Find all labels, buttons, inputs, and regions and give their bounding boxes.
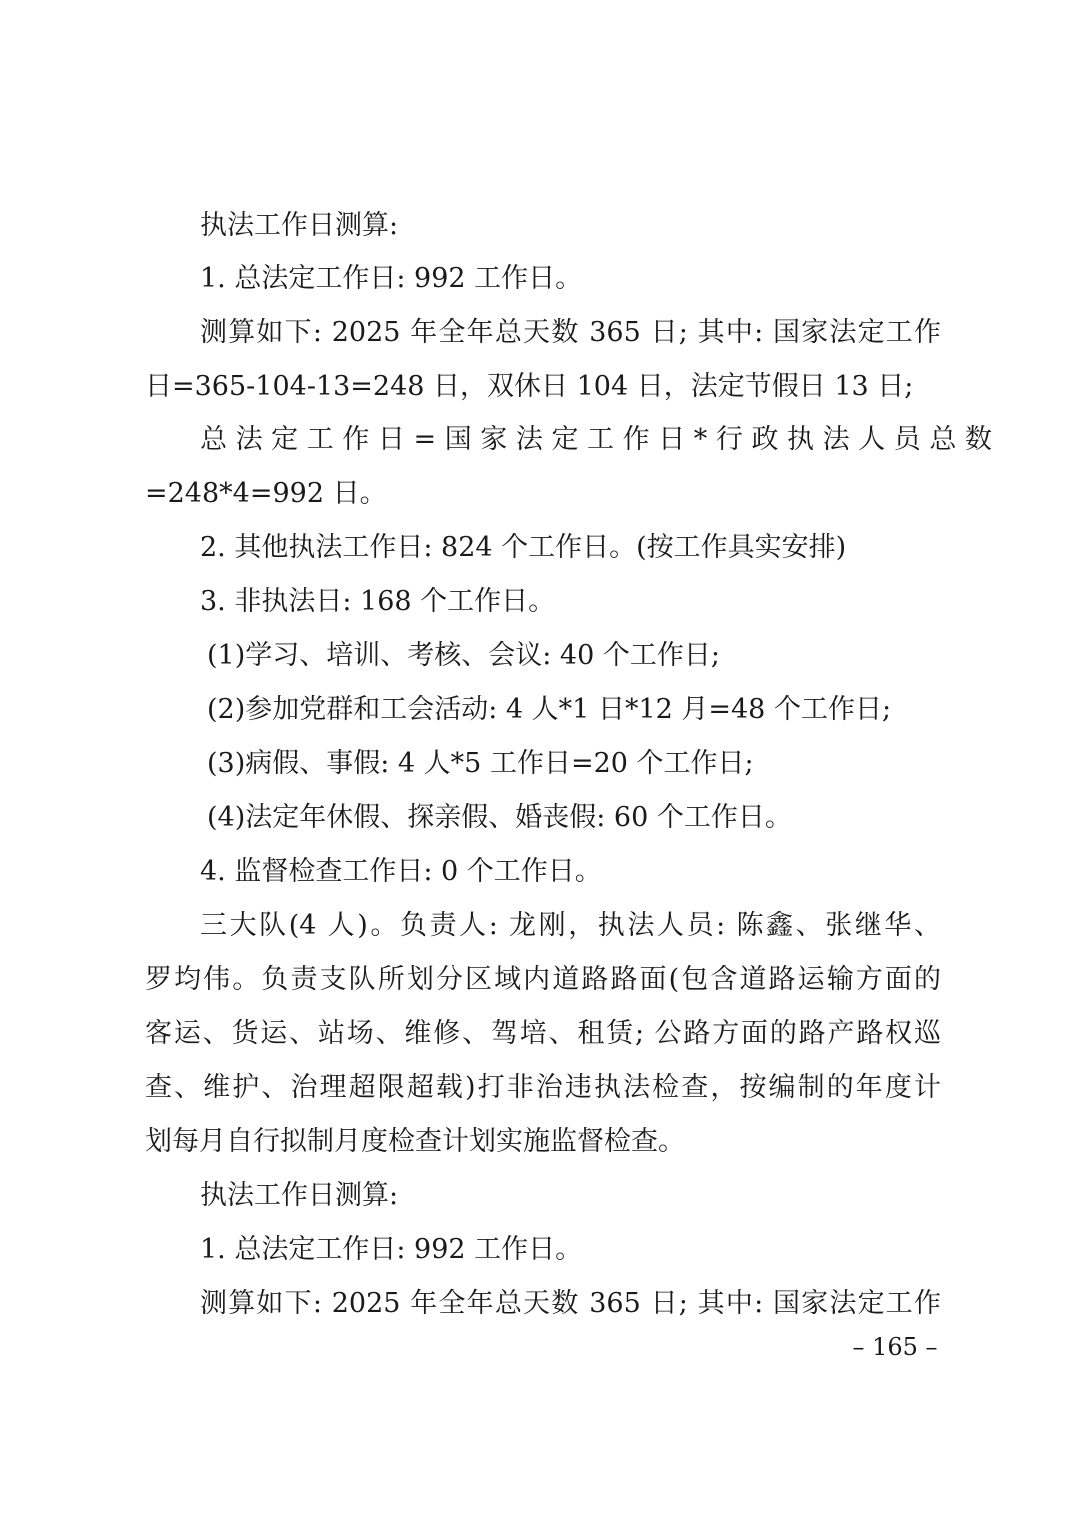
list-item: (1)学习、培训、考核、会议: 40 个工作日; xyxy=(207,640,720,671)
paragraph-line: 3. 非执法日: 168 个工作日。 xyxy=(200,586,556,617)
paragraph-line: =248*4=992 日。 xyxy=(145,478,387,509)
list-item: (3)病假、事假: 4 人*5 工作日=20 个工作日; xyxy=(207,748,754,779)
paragraph-line: 1. 总法定工作日: 992 工作日。 xyxy=(200,1234,583,1265)
paragraph-line: 1. 总法定工作日: 992 工作日。 xyxy=(200,263,583,294)
section-heading: 执法工作日测算: xyxy=(200,1180,399,1211)
paragraph-line: 日=365-104-13=248 日，双休日 104 日，法定节假日 13 日; xyxy=(145,371,914,402)
paragraph-line: 三大队(4 人)。负责人: 龙刚，执法人员: 陈鑫、张继华、 xyxy=(200,910,941,941)
paragraph-line: 2. 其他执法工作日: 824 个工作日。(按工作具实安排) xyxy=(200,532,847,563)
paragraph-line: 测算如下: 2025 年全年总天数 365 日; 其中: 国家法定工作 xyxy=(200,1288,941,1319)
paragraph-line: 总 法 定 工 作 日 = 国 家 法 定 工 作 日 * 行 政 执 法 人 员 总 数 xyxy=(200,424,992,455)
list-item: (4)法定年休假、探亲假、婚丧假: 60 个工作日。 xyxy=(207,802,792,833)
paragraph-line: 查、维护、治理超限超载)打非治违执法检查，按编制的年度计 xyxy=(145,1072,941,1103)
paragraph-line: 测算如下: 2025 年全年总天数 365 日; 其中: 国家法定工作 xyxy=(200,317,941,348)
list-item: (2)参加党群和工会活动: 4 人*1 日*12 月=48 个工作日; xyxy=(207,694,892,725)
paragraph-line: 4. 监督检查工作日: 0 个工作日。 xyxy=(200,856,602,887)
paragraph-line: 罗均伟。负责支队所划分区域内道路路面(包含道路运输方面的 xyxy=(145,964,941,995)
page-number: – 165 – xyxy=(852,1333,938,1361)
paragraph-line: 划每月自行拟制月度检查计划实施监督检查。 xyxy=(145,1126,685,1157)
section-heading: 执法工作日测算: xyxy=(200,210,399,241)
paragraph-line: 客运、货运、站场、维修、驾培、租赁; 公路方面的路产路权巡 xyxy=(145,1018,941,1049)
